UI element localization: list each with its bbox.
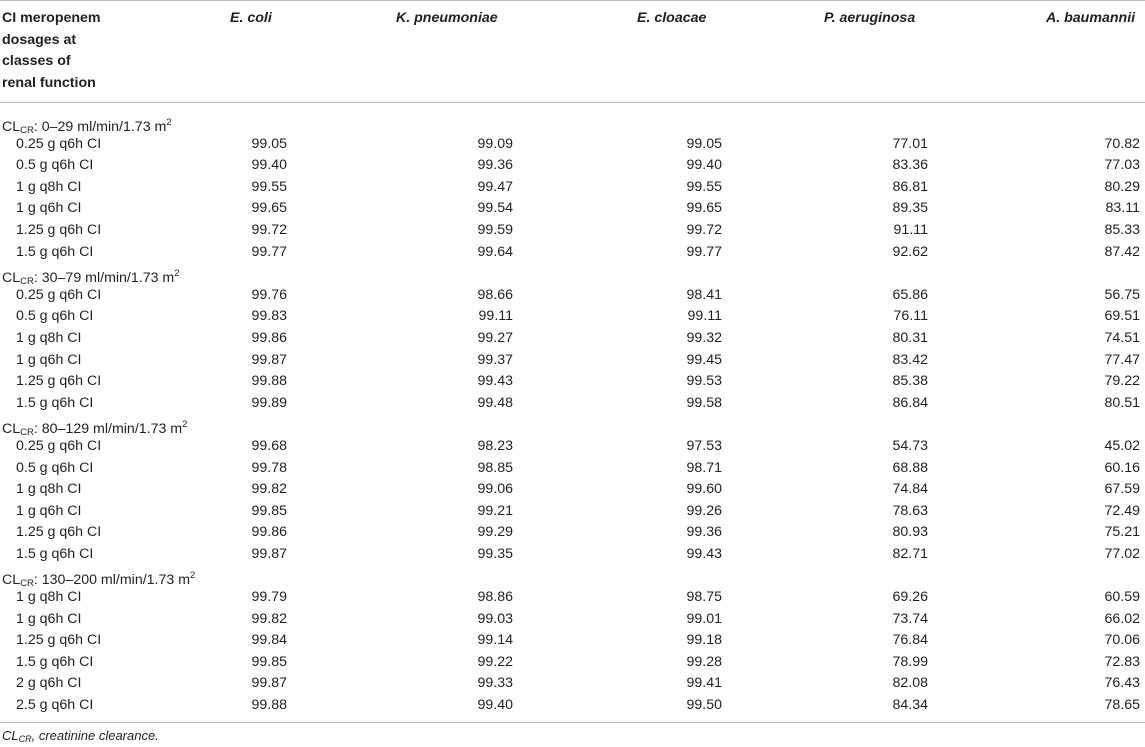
value-e-cloacae: 99.11	[687, 308, 722, 325]
value-k-pneumoniae: 98.86	[477, 589, 513, 606]
value-p-aeruginosa: 82.08	[892, 675, 928, 692]
value-e-coli: 99.87	[251, 545, 287, 562]
value-a-baumannii: 76.43	[1104, 675, 1140, 692]
value-a-baumannii: 74.51	[1104, 329, 1140, 346]
value-e-cloacae: 98.75	[686, 589, 722, 606]
value-a-baumannii: 83.11	[1105, 200, 1140, 217]
dosage-label: 1 g q6h CI	[16, 351, 82, 368]
dosage-label: 2.5 g q6h CI	[16, 697, 94, 714]
value-e-coli: 99.82	[251, 610, 287, 627]
value-e-coli: 99.76	[251, 286, 287, 303]
dosage-label: 1.5 g q6h CI	[16, 394, 94, 411]
footnote-prefix: CL	[2, 728, 19, 743]
dosage-label: 1 g q8h CI	[16, 589, 82, 606]
value-e-cloacae: 99.05	[686, 135, 722, 152]
value-a-baumannii: 70.06	[1104, 632, 1140, 649]
dosage-label: 1.25 g q6h CI	[16, 524, 102, 541]
value-e-cloacae: 99.26	[686, 502, 722, 519]
value-e-coli: 99.05	[251, 135, 287, 152]
value-e-coli: 99.40	[251, 157, 287, 174]
value-e-coli: 99.88	[251, 373, 287, 390]
dosage-label: 0.5 g q6h CI	[16, 157, 94, 174]
group-label-subscript: CR	[20, 427, 34, 439]
value-k-pneumoniae: 99.40	[477, 697, 513, 714]
renal-function-group-label	[0, 263, 1145, 288]
value-p-aeruginosa: 83.42	[892, 351, 928, 368]
value-e-cloacae: 99.36	[686, 524, 722, 541]
dosage-label: 1.5 g q6h CI	[16, 653, 94, 670]
value-e-cloacae: 99.53	[686, 373, 722, 390]
value-e-cloacae: 99.50	[686, 697, 722, 714]
group-label-subscript: CR	[20, 578, 34, 590]
value-p-aeruginosa: 74.84	[892, 481, 928, 498]
value-e-coli: 99.68	[251, 437, 287, 454]
value-e-coli: 99.79	[251, 589, 287, 606]
value-e-coli: 99.86	[251, 524, 287, 541]
value-e-coli: 99.72	[251, 221, 287, 238]
value-a-baumannii: 80.29	[1104, 178, 1140, 195]
value-e-coli: 99.87	[251, 351, 287, 368]
dosage-label: 1 g q8h CI	[16, 481, 82, 498]
group-label-subscript: CR	[20, 276, 34, 288]
table-footnote	[2, 728, 159, 744]
header-dosage-line: renal function	[2, 74, 96, 91]
value-e-cloacae: 99.65	[686, 200, 722, 217]
group-label-superscript: 2	[166, 117, 172, 128]
value-p-aeruginosa: 85.38	[892, 373, 928, 390]
value-a-baumannii: 80.51	[1104, 394, 1140, 411]
table-row	[0, 609, 1145, 631]
value-k-pneumoniae: 98.85	[477, 459, 513, 476]
value-e-coli: 99.77	[251, 243, 287, 260]
dosage-label: 1.25 g q6h CI	[16, 632, 102, 649]
dosage-label: 1 g q6h CI	[16, 502, 82, 519]
value-p-aeruginosa: 86.81	[892, 178, 928, 195]
header-bottom-rule	[0, 102, 1145, 103]
table-row	[0, 458, 1145, 480]
dosage-label: 0.25 g q6h CI	[16, 135, 102, 152]
value-k-pneumoniae: 99.37	[477, 351, 513, 368]
table-row	[0, 587, 1145, 609]
value-a-baumannii: 87.42	[1104, 243, 1140, 260]
value-e-cloacae: 98.71	[686, 459, 722, 476]
value-p-aeruginosa: 86.84	[892, 394, 928, 411]
value-a-baumannii: 56.75	[1104, 286, 1140, 303]
table-row	[0, 479, 1145, 501]
value-p-aeruginosa: 76.84	[892, 632, 928, 649]
table-row	[0, 198, 1145, 220]
value-p-aeruginosa: 73.74	[892, 610, 928, 627]
value-e-coli: 99.85	[251, 653, 287, 670]
value-a-baumannii: 75.21	[1104, 524, 1140, 541]
value-p-aeruginosa: 69.26	[892, 589, 928, 606]
header-p-aeruginosa: P. aeruginosa	[824, 10, 916, 26]
table-header	[0, 8, 1145, 100]
table-row	[0, 155, 1145, 177]
value-p-aeruginosa: 78.63	[892, 502, 928, 519]
value-k-pneumoniae: 99.33	[477, 675, 513, 692]
value-a-baumannii: 77.02	[1104, 545, 1140, 562]
value-k-pneumoniae: 99.11	[478, 308, 513, 325]
table-row	[0, 673, 1145, 695]
table-row	[0, 242, 1145, 264]
table-row	[0, 630, 1145, 652]
table-body	[0, 112, 1145, 717]
value-a-baumannii: 60.16	[1104, 459, 1140, 476]
dosage-label: 1.5 g q6h CI	[16, 243, 94, 260]
table-row	[0, 393, 1145, 415]
group-label-range: : 0–29 ml/min/1.73 m	[33, 119, 167, 135]
footnote-subscript: CR	[18, 734, 32, 744]
value-p-aeruginosa: 77.01	[892, 135, 928, 152]
value-e-cloacae: 99.77	[686, 243, 722, 260]
value-e-coli: 99.87	[251, 675, 287, 692]
dosage-label: 0.5 g q6h CI	[16, 459, 94, 476]
group-label-superscript: 2	[182, 419, 188, 431]
value-e-cloacae: 99.01	[686, 610, 722, 627]
header-e-coli: E. coli	[230, 10, 272, 26]
value-p-aeruginosa: 92.62	[892, 243, 928, 260]
table-top-rule	[0, 0, 1145, 1]
value-k-pneumoniae: 99.29	[477, 524, 513, 541]
dosage-label: 1.5 g q6h CI	[16, 545, 94, 562]
dosage-label: 1.25 g q6h CI	[16, 373, 102, 390]
value-a-baumannii: 70.82	[1104, 135, 1140, 152]
value-k-pneumoniae: 99.47	[477, 178, 513, 195]
value-e-cloacae: 99.72	[686, 221, 722, 238]
table-row	[0, 695, 1145, 717]
value-a-baumannii: 60.59	[1104, 589, 1140, 606]
value-k-pneumoniae: 99.21	[477, 502, 513, 519]
header-dosage-column	[2, 8, 162, 94]
header-dosage-line: dosages at	[2, 31, 77, 48]
value-p-aeruginosa: 80.31	[892, 329, 928, 346]
value-e-cloacae: 99.55	[686, 178, 722, 195]
value-a-baumannii: 77.03	[1104, 157, 1140, 174]
value-e-coli: 99.89	[251, 394, 287, 411]
value-k-pneumoniae: 99.64	[477, 243, 513, 260]
group-label-prefix: CL	[2, 572, 21, 589]
value-e-cloacae: 99.40	[686, 157, 722, 174]
value-e-coli: 99.78	[251, 459, 287, 476]
dosage-label: 1 g q8h CI	[16, 178, 82, 195]
renal-function-group-label	[0, 112, 1145, 134]
table-row	[0, 177, 1145, 199]
value-e-cloacae: 99.32	[686, 329, 722, 346]
group-label-range: : 30–79 ml/min/1.73 m	[33, 270, 175, 287]
value-k-pneumoniae: 99.35	[477, 545, 513, 562]
value-p-aeruginosa: 82.71	[892, 545, 928, 562]
value-k-pneumoniae: 99.54	[477, 200, 513, 217]
value-e-cloacae: 97.53	[686, 437, 722, 454]
value-e-cloacae: 99.41	[686, 675, 722, 692]
value-k-pneumoniae: 99.36	[477, 157, 513, 174]
group-label-superscript: 2	[174, 268, 180, 280]
value-e-coli: 99.88	[251, 697, 287, 714]
value-e-coli: 99.85	[251, 502, 287, 519]
dosage-label: 0.25 g q6h CI	[16, 437, 102, 454]
value-p-aeruginosa: 54.73	[892, 437, 928, 454]
value-k-pneumoniae: 98.66	[477, 286, 513, 303]
dosage-label: 1 g q8h CI	[16, 329, 82, 346]
dosage-label: 0.5 g q6h CI	[16, 308, 94, 325]
group-label-prefix: CL	[2, 119, 21, 135]
value-k-pneumoniae: 99.48	[477, 394, 513, 411]
header-e-cloacae: E. cloacae	[637, 10, 707, 26]
table-row	[0, 652, 1145, 674]
value-a-baumannii: 72.49	[1104, 502, 1140, 519]
value-k-pneumoniae: 99.27	[477, 329, 513, 346]
group-label-prefix: CL	[2, 421, 21, 438]
value-p-aeruginosa: 68.88	[892, 459, 928, 476]
renal-function-group-label	[0, 565, 1145, 590]
table-row	[0, 306, 1145, 328]
value-p-aeruginosa: 84.34	[892, 697, 928, 714]
table-row	[0, 328, 1145, 350]
table-row	[0, 501, 1145, 523]
table-row	[0, 350, 1145, 372]
value-e-cloacae: 99.45	[686, 351, 722, 368]
value-p-aeruginosa: 89.35	[892, 200, 928, 217]
table-row	[0, 544, 1145, 566]
dosage-label: 1 g q6h CI	[16, 200, 82, 217]
value-e-coli: 99.83	[251, 308, 287, 325]
table-row	[0, 220, 1145, 242]
value-a-baumannii: 66.02	[1104, 610, 1140, 627]
value-e-coli: 99.84	[251, 632, 287, 649]
group-label-prefix: CL	[2, 270, 21, 287]
value-p-aeruginosa: 83.36	[892, 157, 928, 174]
value-a-baumannii: 77.47	[1104, 351, 1140, 368]
value-k-pneumoniae: 99.59	[477, 221, 513, 238]
value-p-aeruginosa: 76.11	[893, 308, 928, 325]
value-e-cloacae: 99.18	[686, 632, 722, 649]
header-dosage-line: CI meropenem	[2, 10, 101, 26]
value-a-baumannii: 69.51	[1104, 308, 1140, 325]
group-label-superscript: 2	[190, 570, 196, 582]
header-k-pneumoniae: K. pneumoniae	[396, 10, 498, 26]
group-label-range: : 130–200 ml/min/1.73 m	[33, 572, 191, 589]
value-k-pneumoniae: 98.23	[477, 437, 513, 454]
value-p-aeruginosa: 91.11	[893, 221, 928, 238]
value-a-baumannii: 67.59	[1104, 481, 1140, 498]
dosage-label: 1.25 g q6h CI	[16, 221, 102, 238]
dosage-label: 1 g q6h CI	[16, 610, 82, 627]
value-k-pneumoniae: 99.14	[477, 632, 513, 649]
value-k-pneumoniae: 99.22	[477, 653, 513, 670]
value-a-baumannii: 79.22	[1104, 373, 1140, 390]
value-k-pneumoniae: 99.06	[477, 481, 513, 498]
value-e-coli: 99.82	[251, 481, 287, 498]
value-e-coli: 99.86	[251, 329, 287, 346]
table-row	[0, 522, 1145, 544]
value-e-cloacae: 99.58	[686, 394, 722, 411]
table-row	[0, 371, 1145, 393]
dosage-label: 2 g q6h CI	[16, 675, 82, 692]
value-p-aeruginosa: 80.93	[892, 524, 928, 541]
table-row	[0, 285, 1145, 307]
value-a-baumannii: 85.33	[1104, 221, 1140, 238]
value-e-cloacae: 98.41	[686, 286, 722, 303]
value-a-baumannii: 72.83	[1104, 653, 1140, 670]
value-e-cloacae: 99.28	[686, 653, 722, 670]
group-label-subscript: CR	[20, 125, 34, 136]
dosage-label: 0.25 g q6h CI	[16, 286, 102, 303]
value-p-aeruginosa: 78.99	[892, 653, 928, 670]
header-a-baumannii: A. baumannii	[1046, 10, 1136, 26]
renal-function-group-label	[0, 414, 1145, 439]
table-row	[0, 134, 1145, 156]
value-e-coli: 99.55	[251, 178, 287, 195]
value-a-baumannii: 78.65	[1104, 697, 1140, 714]
footnote-text: , creatinine clearance.	[31, 728, 159, 743]
table-bottom-rule	[0, 722, 1145, 723]
value-e-cloacae: 99.43	[686, 545, 722, 562]
header-dosage-line: classes of	[2, 53, 71, 69]
value-k-pneumoniae: 99.03	[477, 610, 513, 627]
value-k-pneumoniae: 99.43	[477, 373, 513, 390]
value-k-pneumoniae: 99.09	[477, 135, 513, 152]
value-a-baumannii: 45.02	[1104, 437, 1140, 454]
group-label-range: : 80–129 ml/min/1.73 m	[33, 421, 183, 438]
value-p-aeruginosa: 65.86	[892, 286, 928, 303]
value-e-coli: 99.65	[251, 200, 287, 217]
value-e-cloacae: 99.60	[686, 481, 722, 498]
table-row	[0, 436, 1145, 458]
